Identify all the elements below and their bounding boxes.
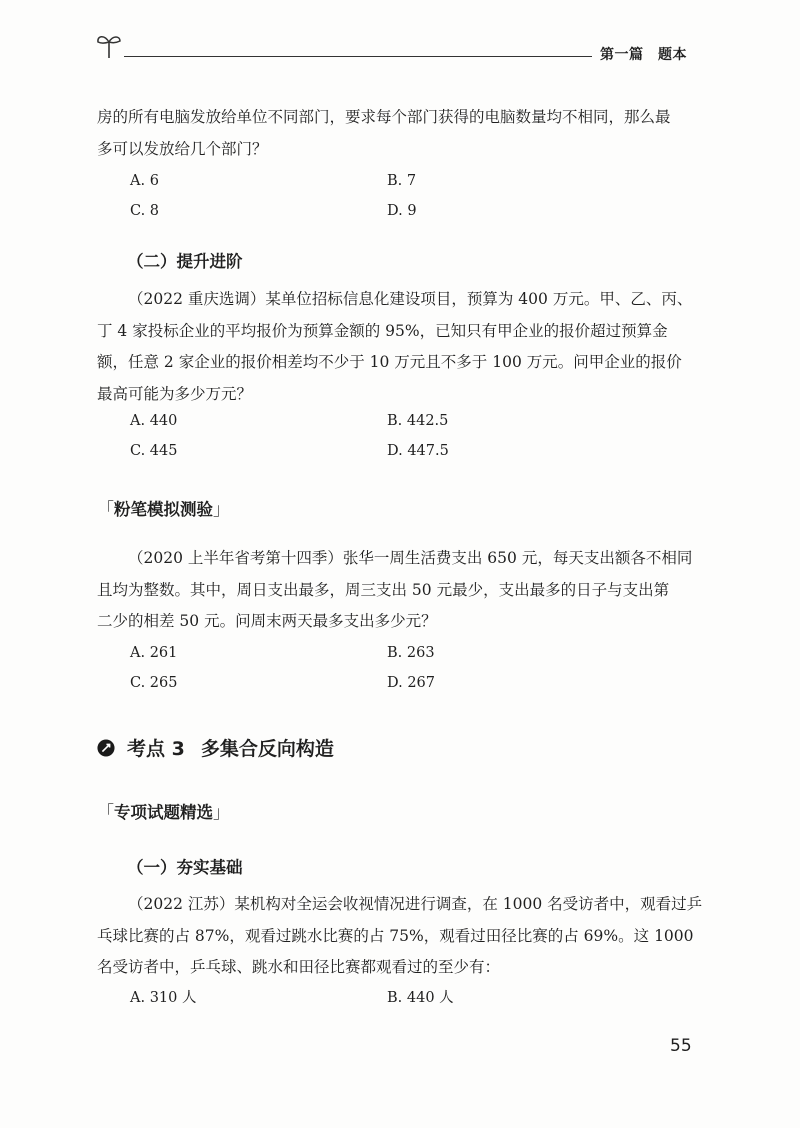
bracket-close: 」 (213, 500, 230, 520)
bracket-open: 「 (97, 803, 114, 823)
option-d: D. 447.5 (387, 443, 449, 459)
mock-test-title: 粉笔模拟测验 (114, 500, 213, 519)
option-c: C. 8 (130, 203, 160, 219)
option-a: A. 310 人 (130, 990, 197, 1006)
text-line: （2020 上半年省考第十四季）张华一周生活费支出 650 元，每天支出额各不相同 (128, 549, 693, 567)
option-a: A. 6 (130, 173, 159, 189)
question-chongqing-options (130, 406, 610, 466)
option-b: B. 440 人 (387, 990, 454, 1006)
option-a: A. 261 (130, 645, 178, 661)
text-line: 且均为整数。其中，周日支出最多，周三支出 50 元最少，支出最多的日子与支出第 (97, 580, 670, 599)
question-chongqing-stem (97, 284, 707, 410)
text-line: 名受访者中，乒乓球、跳水和田径比赛都观看过的至少有： (97, 958, 501, 976)
option-d: D. 267 (387, 675, 436, 691)
target-badge-icon (97, 739, 115, 757)
section-heading-advance: （二）提升进阶 (127, 252, 243, 271)
text-line: 房的所有电脑发放给单位不同部门，要求每个部门获得的电脑数量均不相同，那么最 (97, 108, 671, 126)
option-b: B. 263 (387, 645, 435, 661)
header-title: 第一篇 题本 (600, 47, 687, 63)
section-heading-basic: （一）夯实基础 (127, 858, 243, 877)
kaodian-label: 考点 3 (127, 738, 185, 760)
option-c: C. 265 (130, 675, 178, 691)
page-number: 55 (670, 1036, 692, 1056)
text-line: 丁 4 家投标企业的平均报价为预算金额的 95%，已知只有甲企业的报价超过预算金 (97, 321, 668, 340)
kaodian-heading (97, 734, 334, 761)
page-header (0, 0, 800, 80)
text-line: 乓球比赛的占 87%，观看过跳水比赛的占 75%，观看过田径比赛的占 69%。这 1000 (97, 926, 694, 945)
option-b: B. 7 (387, 173, 417, 189)
question-jiangsu-options (130, 983, 610, 1013)
option-d: D. 9 (387, 203, 417, 219)
kaodian-title: 多集合反向构造 (200, 738, 334, 760)
text-line: （2022 江苏）某机构对全运会收视情况进行调查，在 1000 名受访者中，观看过乒 (128, 895, 703, 913)
option-c: C. 445 (130, 443, 178, 459)
mock-test-heading (97, 495, 230, 520)
bracket-open: 「 (97, 500, 114, 520)
option-b: B. 442.5 (387, 413, 449, 429)
question-jiangsu-stem (97, 889, 707, 984)
special-heading (97, 798, 230, 823)
text-line: 多可以发放给几个部门？ (97, 139, 268, 158)
question-prev-options (130, 166, 610, 226)
question-mock-options (130, 638, 610, 698)
header-rule (124, 56, 592, 57)
sprout-icon (94, 30, 124, 60)
text-line: （2022 重庆选调）某单位招标信息化建设项目，预算为 400 万元。甲、乙、丙、 (128, 290, 693, 308)
text-line: 最高可能为多少万元？ (97, 384, 253, 403)
question-prev-stem (97, 102, 707, 165)
bracket-close: 」 (213, 803, 230, 823)
text-line: 额，任意 2 家企业的报价相差均不少于 10 万元且不多于 100 万元。问甲企业的报价 (97, 353, 682, 371)
text-line: 二少的相差 50 元。问周末两天最多支出多少元？ (97, 612, 437, 630)
question-mock-stem (97, 543, 707, 638)
option-a: A. 440 (130, 413, 178, 429)
special-title: 专项试题精选 (114, 803, 213, 822)
